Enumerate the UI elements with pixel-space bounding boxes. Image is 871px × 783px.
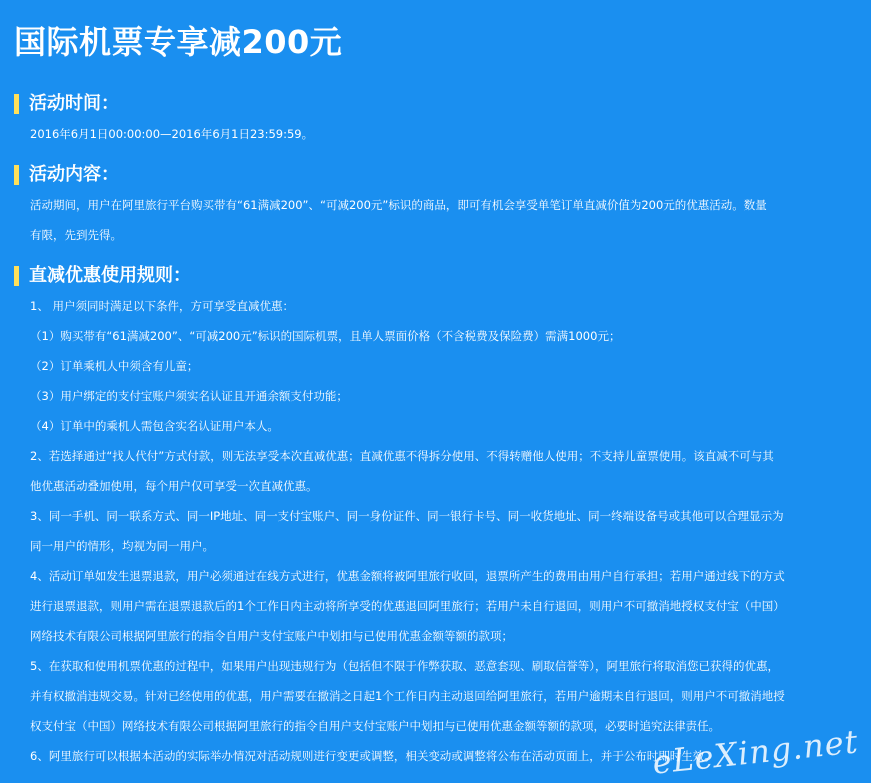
- paragraph-line: 2016年6月1日00:00:00—2016年6月1日23:59:59。: [30, 127, 314, 141]
- section-content-title: 活动内容：: [29, 164, 119, 185]
- rule-line: 并有权撤消违规交易。针对已经使用的优惠，用户需要在撤消之日起1个工作日内主动退回给阿里旅行，若用户逾期未自行退回，则用户不可撤消地授: [30, 689, 785, 703]
- rule-line: 1、 用户须同时满足以下条件，方可享受直减优惠：: [30, 299, 294, 313]
- rule-line: 5、在获取和使用机票优惠的过程中，如果用户出现违规行为（包括但不限于作弊获取、恶意套现、刷取信誉等），阿里旅行将取消您已获得的优惠，: [30, 659, 780, 673]
- rule-line: 3、同一手机、同一联系方式、同一IP地址、同一支付宝账户、同一身份证件、同一银行卡号、同一收货地址、同一终端设备号或其他可以合理显示为: [30, 509, 784, 523]
- section-rules-heading: [14, 265, 191, 287]
- section-accent-bar: [14, 165, 19, 185]
- rule-line: 进行退票退款，则用户需在退票退款后的1个工作日内主动将所享受的优惠退回阿里旅行；若用户未自行退回，则用户不可撤消地授权支付宝（中国）: [30, 599, 785, 613]
- section-rules-title: 直减优惠使用规则：: [29, 265, 191, 286]
- rule-line: 他优惠活动叠加使用，每个用户仅可享受一次直减优惠。: [30, 479, 318, 493]
- rule-line: （4）订单中的乘机人需包含实名认证用户本人。: [30, 419, 279, 433]
- watermark-text: eLeXing.net: [650, 722, 861, 782]
- section-time-heading: [14, 93, 119, 115]
- section-content-heading: [14, 164, 119, 186]
- rule-line: （1）购买带有“61满减200”、“可减200元”标识的国际机票，且单人票面价格（不含税费及保险费）需满1000元；: [30, 329, 621, 343]
- rule-line: （3）用户绑定的支付宝账户须实名认证且开通余额支付功能；: [30, 389, 348, 403]
- rule-line: 网络技术有限公司根据阿里旅行的指令自用户支付宝账户中划扣与已使用优惠金额等额的款项；: [30, 629, 513, 643]
- rule-line: 权支付宝（中国）网络技术有限公司根据阿里旅行的指令自用户支付宝账户中划扣与已使用优惠金额等额的款项，必要时追究法律责任。: [30, 719, 720, 733]
- section-accent-bar: [14, 266, 19, 286]
- rule-line: 4、活动订单如发生退票退款，用户必须通过在线方式进行，优惠金额将被阿里旅行收回，退票所产生的费用由用户自行承担；若用户通过线下的方式: [30, 569, 785, 583]
- section-rules-body: [30, 291, 830, 771]
- page-title: 国际机票专享减200元: [14, 23, 343, 61]
- paragraph-line: 有限，先到先得。: [30, 228, 122, 242]
- section-accent-bar: [14, 94, 19, 114]
- rule-line: 6、阿里旅行可以根据本活动的实际举办情况对活动规则进行变更或调整，相关变动或调整将公布在活动页面上，并于公布时即时生效。: [30, 749, 716, 763]
- rule-line: 2、若选择通过“找人代付”方式付款，则无法享受本次直减优惠；直减优惠不得拆分使用、不得转赠他人使用；不支持儿童票使用。该直减不可与其: [30, 449, 774, 463]
- rule-line: （2）订单乘机人中须含有儿童；: [30, 359, 199, 373]
- section-time-title: 活动时间：: [29, 93, 119, 114]
- rule-line: 同一用户的情形，均视为同一用户。: [30, 539, 214, 553]
- paragraph-line: 活动期间，用户在阿里旅行平台购买带有“61满减200”、“可减200元”标识的商品，即可有机会享受单笔订单直减价值为200元的优惠活动。数量: [30, 198, 767, 212]
- section-content-body: [30, 190, 830, 250]
- section-time-body: [30, 119, 830, 149]
